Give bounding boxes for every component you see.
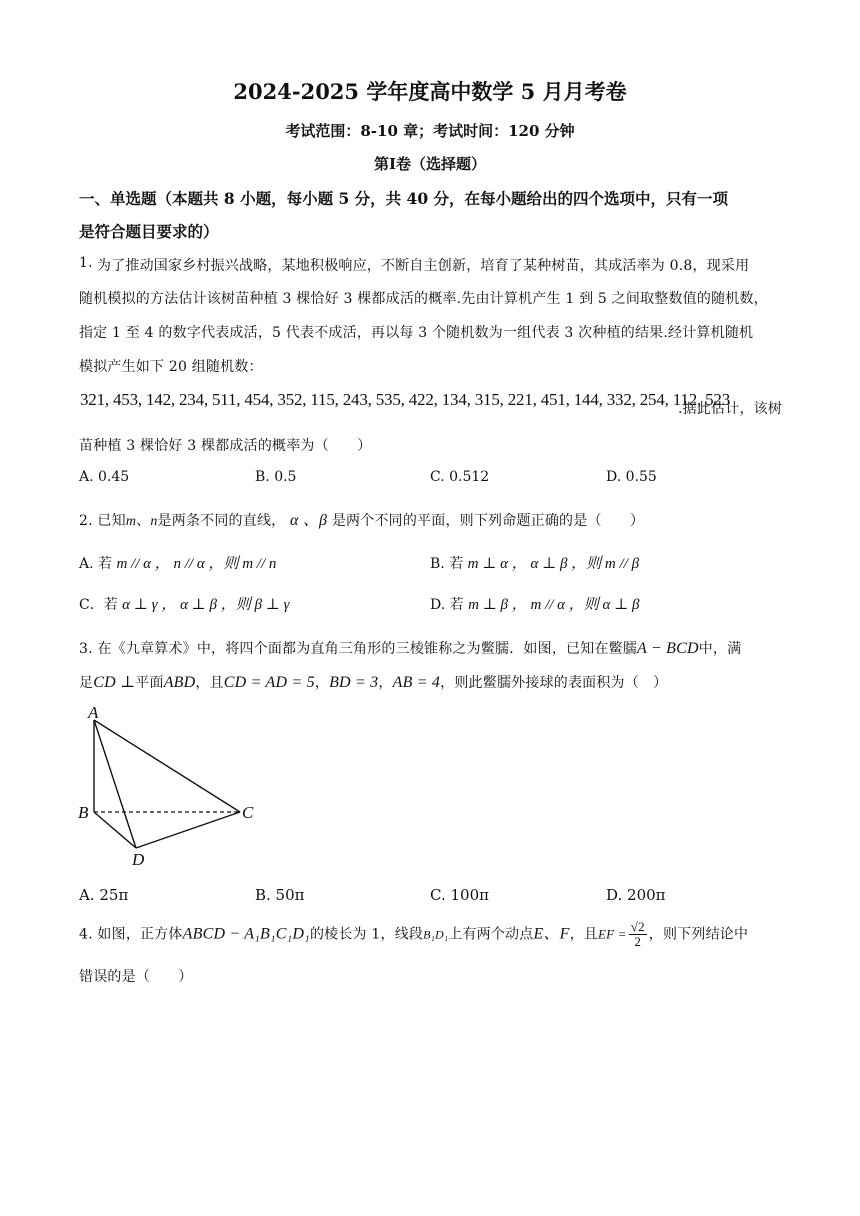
q3-line2 [79,672,667,692]
q2-option-a[interactable] [79,552,276,573]
q4-line1-c: 上有两个动点 [448,926,534,943]
q3-line2-math3: CD = AD = 5 [223,674,315,691]
q4-line1-math1: ABCD − A₁B₁C₁D₁ [182,925,310,943]
q1-line4: 模拟产生如下 20 组随机数： [79,359,263,375]
q1-tail: .据此估计，该树 [678,401,783,417]
q4-line1-b: 的棱长为 1，线段 [309,926,424,943]
section-heading-line1: 一、单选题（本题共 8 小题，每小题 5 分，共 40 分，在每小题给出的四个选项中，只有一项 [79,189,729,208]
q2-option-a-label: A. 若 [79,556,113,572]
q3-tetrahedron-figure [74,702,274,872]
q1-number: 1. [79,255,93,271]
q2-stem-b: 是两条不同的直线， [157,513,286,529]
q2-stem [79,507,644,530]
q4-frac-den: 2 [634,934,642,949]
q4-line1-a: 如图，正方体 [97,926,183,943]
q4-line1-d: ，且 [569,926,599,943]
q1-option-a[interactable]: A. 0.45 [79,469,130,485]
q3-line2-math5: AB = 4 [392,674,441,691]
q4-line1-math2: B₁D₁ [423,927,449,942]
exam-title: 2024-2025 学年度高中数学 5 月月考卷 [233,79,627,104]
q3-option-d[interactable]: D. 200π [606,886,666,904]
q1-random-numbers: 321, 453, 142, 234, 511, 454, 352, 115, 243, 535, 422, 134, 315, 221, 451, 144, 332, 254, 112, 523 [80,390,731,409]
exam-scope: 考试范围：8-10 章；考试时间：120 分钟 [285,122,575,140]
q2-m: m [125,514,137,529]
q4-line2: 错误的是（ ） [79,969,193,985]
q2-option-b-label: B. 若 [430,556,464,572]
vertex-label-c: C [242,803,254,822]
q2-option-b-math: m ⊥ α ， α ⊥ β ，则 m // β [467,556,640,572]
q4-line1 [79,920,748,949]
q1-last-line: 苗种植 3 棵恰好 3 棵都成活的概率为（ ） [79,438,372,454]
q1-option-d[interactable]: D. 0.55 [606,469,657,485]
q3-line1-math: A − BCD [637,640,699,657]
q3-line1-b: 中，满 [698,641,742,657]
q3-line2-b: 平面 [135,675,164,691]
q2-option-c[interactable] [79,593,290,614]
vertex-label-d: D [132,850,145,869]
q2-option-d-math: m ⊥ β ， m // α ，则 α ⊥ β [468,597,640,613]
q2-number: 2. [79,513,93,529]
q4-line1-e: ，则下列结论中 [648,926,749,943]
q1-line3: 指定 1 至 4 的数字代表成活，5 代表不成活，再以每 3 个随机数为一组代表 3 次种植的结果.经计算机随机 [79,325,754,341]
q1-option-b[interactable]: B. 0.5 [255,469,297,485]
section-heading-line2: 是符合题目要求的） [79,222,219,241]
q2-option-d-label: D. 若 [430,597,464,613]
q3-option-a[interactable]: A. 25π [79,886,129,904]
q3-line2-math2: ABD [163,674,196,691]
q3-line2-e: ， [378,675,393,691]
q3-line2-c: ，且 [195,675,224,691]
q2-stem-c: 是两个不同的平面，则下列命题正确的是（ ） [331,513,645,529]
q2-option-a-math: m // α ， n // α ，则 m // n [116,556,277,572]
vertex-label-b: B [78,803,89,822]
volume-heading: 第Ⅰ卷（选择题） [373,155,487,173]
q1-line2: 随机模拟的方法估计该树苗种植 3 棵恰好 3 棵都成活的概率.先由计算机产生 1 到 5 之间取整数值的随机数， [79,291,768,307]
q4-line1-math3: E、F [533,925,570,943]
q1-option-c[interactable]: C. 0.512 [430,469,490,485]
q3-line2-math4: BD = 3 [329,674,379,691]
q4-line1-math4: EF = [598,926,627,942]
edge-dc [136,812,240,848]
q3-option-b[interactable]: B. 50π [255,886,305,904]
q4-number: 4. [79,926,93,943]
q3-number: 3. [79,641,93,657]
edge-ac [94,720,240,812]
q3-option-c[interactable]: C. 100π [430,886,489,904]
q2-option-d[interactable] [430,593,640,614]
q3-line1 [79,638,741,658]
q3-line2-f: ，则此鳖臑外接球的表面积为（ ） [440,675,668,691]
q3-line1-a: 在《九章算术》中，将四个面都为直角三角形的三棱锥称之为鳖臑．如图，已知在鳖臑 [97,641,638,657]
q4-fraction [629,920,647,949]
q2-option-b[interactable] [430,552,639,573]
vertex-label-a: A [88,703,99,722]
q3-line2-a: 足 [79,675,94,691]
q3-line2-d: ， [314,675,330,691]
q2-option-c-math: α ⊥ γ ， α ⊥ β ，则 β ⊥ γ [122,597,290,613]
q2-n: n [150,514,158,529]
edge-ad [94,720,136,848]
q2-option-c-label: C．若 [79,597,118,613]
q3-line2-math1: CD ⊥ [93,674,136,691]
q2-stem-a: 已知 [97,513,126,529]
q2-alpha-beta: α 、β [290,512,328,529]
q2-sep: 、 [136,513,151,529]
q1-line1: 为了推动国家乡村振兴战略，某地积极响应，不断自主创新，培育了某种树苗，其成活率为 0.8，现采用 [97,258,750,274]
q4-frac-num: √2 [630,919,645,934]
